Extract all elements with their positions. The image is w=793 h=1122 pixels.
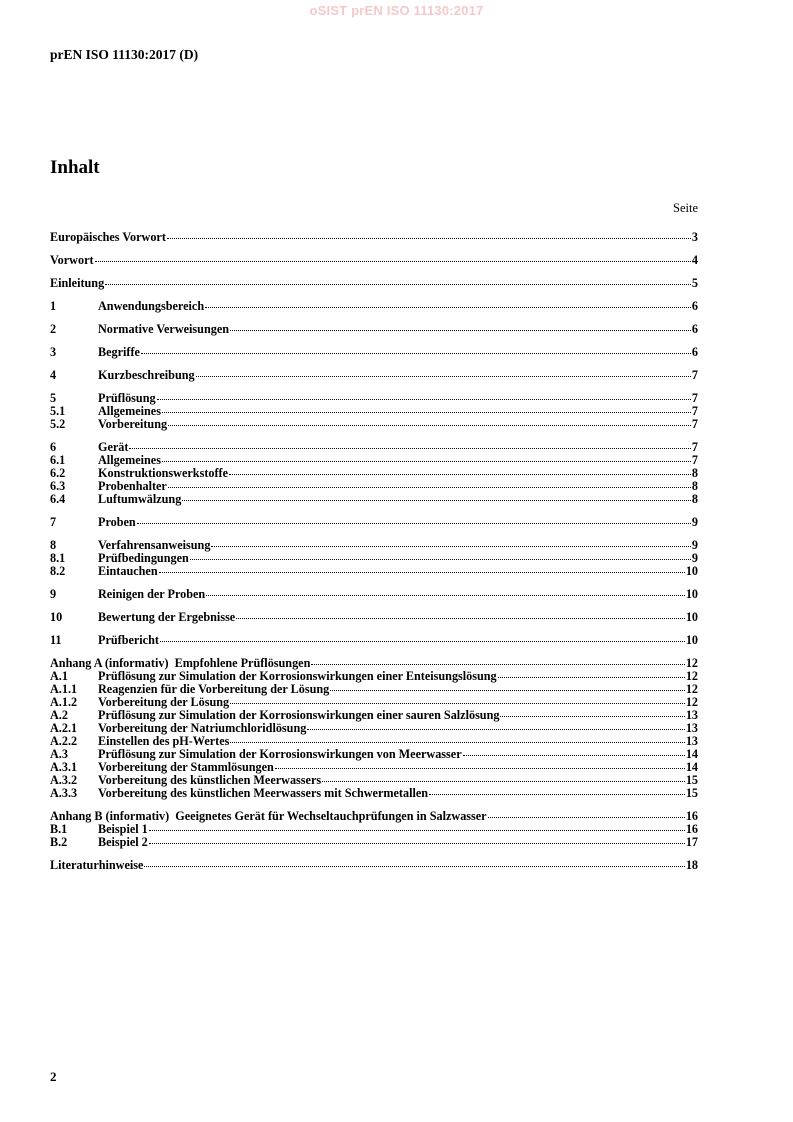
toc-entry[interactable] xyxy=(50,787,698,800)
toc-entry-page: 15 xyxy=(685,773,698,787)
toc-entry-page: 12 xyxy=(685,656,698,670)
toc-entry-title: Vorbereitung der Natriumchloridlösung xyxy=(98,721,307,735)
toc-dot-leader xyxy=(144,866,684,867)
toc-entry-number: A.1.2 xyxy=(50,695,78,709)
toc-entry-number: B.2 xyxy=(50,835,68,849)
toc-entry-page: 8 xyxy=(691,466,698,480)
toc-entry-page: 5 xyxy=(691,276,698,290)
toc-dot-leader xyxy=(498,677,685,678)
toc-entry-title: Prüflösung zur Simulation der Korrosionswirkungen von Meerwasser xyxy=(98,747,462,761)
toc-entry-title: Beispiel 2 xyxy=(98,835,148,849)
toc-entry-page: 8 xyxy=(691,479,698,493)
toc-entry[interactable] xyxy=(50,300,698,313)
toc-entry-page: 10 xyxy=(685,633,698,647)
toc-dot-leader xyxy=(275,768,685,769)
toc-entry-title: Luftumwälzung xyxy=(98,492,182,506)
toc-entry-page: 12 xyxy=(685,695,698,709)
toc-entry[interactable] xyxy=(50,418,698,431)
toc-entry-title: Gerät xyxy=(98,440,129,454)
toc-dot-leader xyxy=(168,425,691,426)
toc-dot-leader xyxy=(190,559,691,560)
toc-dot-leader xyxy=(182,500,691,501)
toc-dot-leader xyxy=(129,448,690,449)
toc-entry[interactable] xyxy=(50,588,698,601)
toc-entry[interactable] xyxy=(50,277,698,290)
toc-dot-leader xyxy=(157,399,691,400)
toc-entry-page: 6 xyxy=(691,322,698,336)
toc-entry-title: Literaturhinweise xyxy=(50,858,144,872)
toc-entry-number: 5 xyxy=(50,391,57,405)
toc-entry-title: Europäisches Vorwort xyxy=(50,230,166,244)
toc-dot-leader xyxy=(230,703,685,704)
toc-dot-leader xyxy=(211,546,690,547)
toc-entry-number: 8.2 xyxy=(50,564,66,578)
toc-entry[interactable] xyxy=(50,231,698,244)
toc-entry-title: Prüflösung xyxy=(98,391,156,405)
toc-entry-title: Prüfbericht xyxy=(98,633,159,647)
toc-entry-title: Reinigen der Proben xyxy=(98,587,206,601)
toc-dot-leader xyxy=(330,690,685,691)
toc-entry-number: A.3 xyxy=(50,747,68,761)
toc-entry-page: 9 xyxy=(691,551,698,565)
toc-dot-leader xyxy=(149,843,685,844)
toc-entry-page: 6 xyxy=(691,299,698,313)
toc-entry-number: 8.1 xyxy=(50,551,66,565)
toc-entry-page: 13 xyxy=(685,734,698,748)
toc-entry-title: Prüflösung zur Simulation der Korrosionswirkungen einer sauren Salzlösung xyxy=(98,708,500,722)
table-of-contents xyxy=(50,231,698,872)
toc-entry-number: 6.2 xyxy=(50,466,66,480)
toc-dot-leader xyxy=(105,284,691,285)
toc-entry[interactable] xyxy=(50,346,698,359)
watermark: oSIST prEN ISO 11130:2017 xyxy=(309,3,484,18)
toc-entry[interactable] xyxy=(50,254,698,267)
toc-dot-leader xyxy=(322,781,685,782)
toc-entry[interactable] xyxy=(50,634,698,647)
toc-entry-number: 6.4 xyxy=(50,492,66,506)
toc-entry-number: A.1 xyxy=(50,669,68,683)
toc-entry-page: 7 xyxy=(691,417,698,431)
toc-entry[interactable] xyxy=(50,859,698,872)
toc-entry-number: 1 xyxy=(50,299,57,313)
toc-dot-leader xyxy=(206,595,685,596)
toc-entry-number: A.2.2 xyxy=(50,734,78,748)
toc-dot-leader xyxy=(205,307,691,308)
toc-dot-leader xyxy=(160,641,685,642)
toc-entry-title: Vorbereitung des künstlichen Meerwassers mit Schwermetallen xyxy=(98,786,429,800)
toc-entry[interactable] xyxy=(50,836,698,849)
toc-entry-number: A.3.1 xyxy=(50,760,78,774)
toc-entry-number: 5.1 xyxy=(50,404,66,418)
toc-entry-title: Bewertung der Ergebnisse xyxy=(98,610,236,624)
toc-entry-title: Anwendungsbereich xyxy=(98,299,205,313)
toc-entry-page: 7 xyxy=(691,404,698,418)
toc-dot-leader xyxy=(500,716,684,717)
toc-dot-leader xyxy=(311,664,684,665)
toc-entry-title: Proben xyxy=(98,515,136,529)
toc-dot-leader xyxy=(162,461,691,462)
toc-entry-title: Allgemeines xyxy=(98,404,161,418)
toc-entry-page: 17 xyxy=(685,835,698,849)
toc-entry-page: 10 xyxy=(685,587,698,601)
document-id: prEN ISO 11130:2017 (D) xyxy=(50,47,199,62)
toc-entry-number: 6.1 xyxy=(50,453,66,467)
toc-entry-title: Einstellen des pH-Wertes xyxy=(98,734,230,748)
toc-dot-leader xyxy=(229,474,691,475)
toc-entry-title: Vorbereitung xyxy=(98,417,168,431)
toc-dot-leader xyxy=(196,376,691,377)
toc-entry-number: 8 xyxy=(50,538,57,552)
toc-entry-page: 7 xyxy=(691,391,698,405)
toc-entry-page: 9 xyxy=(691,538,698,552)
toc-entry-page: 10 xyxy=(685,610,698,624)
toc-entry-page: 7 xyxy=(691,368,698,382)
toc-entry-title: Konstruktionswerkstoffe xyxy=(98,466,228,480)
toc-dot-leader xyxy=(230,330,691,331)
toc-entry-title: Prüflösung zur Simulation der Korrosionswirkungen einer Enteisungslösung xyxy=(98,669,497,683)
toc-entry[interactable] xyxy=(50,323,698,336)
toc-entry-title: Verfahrensanweisung xyxy=(98,538,211,552)
toc-entry-page: 14 xyxy=(685,760,698,774)
toc-entry-title: Begriffe xyxy=(98,345,140,359)
toc-entry-page: 3 xyxy=(691,230,698,244)
page-title: Inhalt xyxy=(50,157,100,178)
toc-dot-leader xyxy=(162,412,691,413)
toc-entry-number: A.2.1 xyxy=(50,721,78,735)
toc-entry-title: Kurzbeschreibung xyxy=(98,368,195,382)
toc-entry-number: B.1 xyxy=(50,822,68,836)
toc-entry-page: 7 xyxy=(691,440,698,454)
toc-entry[interactable] xyxy=(50,493,698,506)
toc-dot-leader xyxy=(168,487,691,488)
toc-entry-number: 11 xyxy=(50,633,62,647)
toc-entry-number: 7 xyxy=(50,515,57,529)
toc-entry-title: Probenhalter xyxy=(98,479,167,493)
toc-entry-page: 13 xyxy=(685,721,698,735)
toc-entry-number: 4 xyxy=(50,368,57,382)
toc-dot-leader xyxy=(488,817,685,818)
toc-dot-leader xyxy=(429,794,685,795)
toc-entry-number: A.3.3 xyxy=(50,786,78,800)
toc-entry-number: 2 xyxy=(50,322,57,336)
toc-entry-title: Anhang A (informativ) Empfohlene Prüflösungen xyxy=(50,656,311,670)
toc-entry-page: 12 xyxy=(685,682,698,696)
toc-entry-number: 3 xyxy=(50,345,57,359)
toc-dot-leader xyxy=(159,572,685,573)
toc-entry-number: A.1.1 xyxy=(50,682,78,696)
toc-dot-leader xyxy=(95,261,691,262)
toc-entry-page: 16 xyxy=(685,822,698,836)
toc-entry-number: 5.2 xyxy=(50,417,66,431)
toc-dot-leader xyxy=(137,523,691,524)
toc-dot-leader xyxy=(307,729,684,730)
toc-entry-page: 9 xyxy=(691,515,698,529)
toc-entry-title: Allgemeines xyxy=(98,453,161,467)
toc-entry-page: 14 xyxy=(685,747,698,761)
toc-dot-leader xyxy=(149,830,685,831)
toc-dot-leader xyxy=(167,238,691,239)
toc-entry-title: Vorbereitung der Stammlösungen xyxy=(98,760,274,774)
toc-entry-page: 12 xyxy=(685,669,698,683)
toc-entry-title: Eintauchen xyxy=(98,564,158,578)
toc-entry-number: 10 xyxy=(50,610,63,624)
toc-entry-page: 15 xyxy=(685,786,698,800)
toc-entry-number: 6 xyxy=(50,440,57,454)
toc-entry-title: Vorbereitung des künstlichen Meerwassers xyxy=(98,773,322,787)
toc-entry-number: A.2 xyxy=(50,708,68,722)
toc-entry-page: 6 xyxy=(691,345,698,359)
toc-entry-title: Vorwort xyxy=(50,253,94,267)
toc-entry-title: Beispiel 1 xyxy=(98,822,148,836)
toc-entry[interactable] xyxy=(50,565,698,578)
toc-entry-page: 10 xyxy=(685,564,698,578)
toc-dot-leader xyxy=(141,353,691,354)
page-number: 2 xyxy=(50,1069,57,1084)
toc-entry-title: Prüfbedingungen xyxy=(98,551,189,565)
toc-entry-page: 7 xyxy=(691,453,698,467)
toc-entry[interactable] xyxy=(50,516,698,529)
toc-dot-leader xyxy=(236,618,685,619)
toc-entry-page: 13 xyxy=(685,708,698,722)
toc-entry-page: 18 xyxy=(685,858,698,872)
toc-entry[interactable] xyxy=(50,369,698,382)
toc-entry-title: Reagenzien für die Vorbereitung der Lösung xyxy=(98,682,330,696)
toc-entry-page: 16 xyxy=(685,809,698,823)
toc-dot-leader xyxy=(463,755,685,756)
toc-entry-number: 6.3 xyxy=(50,479,66,493)
toc-entry[interactable] xyxy=(50,611,698,624)
toc-dot-leader xyxy=(230,742,684,743)
toc-entry-title: Vorbereitung der Lösung xyxy=(98,695,230,709)
toc-entry-title: Normative Verweisungen xyxy=(98,322,230,336)
page-column-label: Seite xyxy=(673,201,698,215)
toc-entry-number: A.3.2 xyxy=(50,773,78,787)
toc-entry-number: 9 xyxy=(50,587,57,601)
toc-entry-page: 8 xyxy=(691,492,698,506)
toc-entry-title: Einleitung xyxy=(50,276,105,290)
toc-entry-page: 4 xyxy=(691,253,698,267)
toc-entry-title: Anhang B (informativ) Geeignetes Gerät für Wechseltauchprüfungen in Salzwasser xyxy=(50,809,487,823)
